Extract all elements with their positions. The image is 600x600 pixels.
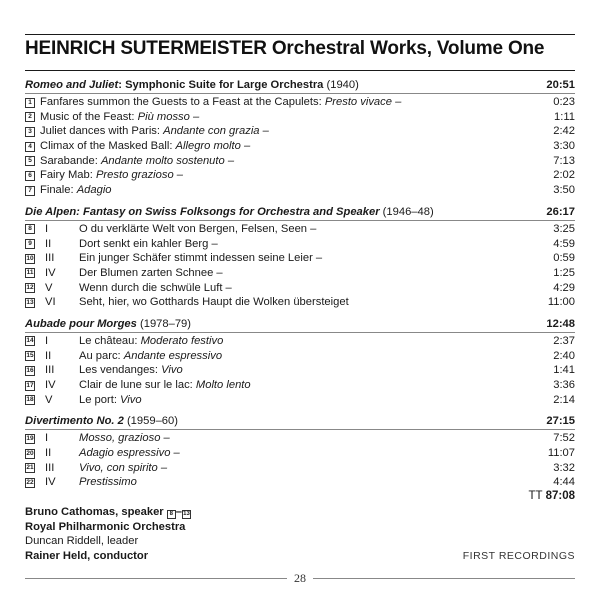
track-duration: 3:32: [553, 461, 575, 474]
track-duration: 2:02: [553, 169, 575, 182]
work-section: [25, 205, 575, 310]
track-title: [79, 431, 170, 446]
track-duration: 3:50: [553, 184, 575, 197]
track-title: [79, 378, 251, 393]
track-title: [40, 168, 183, 183]
track-number-box: 20: [26, 449, 34, 457]
track-description: Clair de lune sur le lac:: [79, 379, 196, 391]
track-title: [79, 266, 223, 281]
work-title: [25, 205, 434, 220]
track-duration: 4:59: [553, 237, 575, 250]
track-number-box: 21: [26, 464, 34, 472]
track-duration: 11:00: [547, 296, 575, 309]
track-description: Juliet dances with Paris:: [40, 125, 164, 138]
work-title-main: Aubade pour Morges: [25, 317, 137, 330]
first-recordings-label: FIRST RECORDINGS: [462, 550, 575, 562]
track-duration: 1:25: [553, 266, 575, 279]
track-title: [79, 334, 223, 349]
track-title: [79, 363, 183, 378]
work-title: [25, 78, 359, 93]
work-heading: [25, 317, 575, 332]
track-title: [79, 295, 349, 310]
track-title: [40, 110, 199, 125]
track-row: [25, 461, 575, 476]
track-number-box: 2: [25, 112, 35, 122]
work-years: (1978–79): [136, 317, 192, 330]
track-duration: 7:52: [553, 432, 575, 445]
work-years: (1959–60): [123, 415, 178, 428]
track-number-box: 12: [26, 284, 34, 292]
track-description: Le château:: [79, 334, 141, 347]
work-total-time: 26:17: [546, 205, 575, 218]
track-description: Wenn durch die schwüle Luft –: [79, 281, 232, 294]
track-number-box: 11: [26, 269, 34, 277]
track-duration: 4:29: [553, 281, 575, 294]
tempo-marking: Molto lento: [195, 379, 251, 391]
work-years: (1940): [323, 79, 359, 91]
track-number-box: 8: [25, 224, 35, 234]
track-duration: 0:23: [553, 96, 575, 108]
performer-credits: [25, 505, 191, 563]
track-number-box: 18: [26, 396, 34, 404]
track-row: [25, 251, 575, 266]
track-number-box: 22: [26, 478, 34, 486]
track-row: [25, 393, 575, 408]
track-number-box: 19: [26, 434, 34, 442]
tempo-marking: Vivo: [120, 393, 142, 406]
track-description: Fairy Mab:: [40, 169, 96, 182]
movement-numeral: III: [45, 252, 55, 265]
movement-numeral: III: [45, 364, 55, 377]
movement-numeral: IV: [45, 476, 56, 489]
track-description: Der Blumen zarten Schnee –: [79, 266, 223, 279]
movement-numeral: I: [45, 334, 49, 347]
credit-leader: Duncan Riddell, leader: [25, 535, 139, 547]
track-row: [25, 139, 575, 154]
track-duration: 11:07: [547, 447, 575, 460]
work-heading: [25, 414, 575, 429]
tempo-marking: Vivo: [161, 364, 183, 377]
track-row: [25, 110, 575, 125]
work-divider: [25, 93, 575, 94]
track-title: [79, 393, 142, 408]
track-duration: 3:36: [553, 379, 575, 391]
tempo-marking: Mosso, grazioso –: [79, 432, 170, 445]
track-title: [79, 251, 322, 266]
footer-rule-right: [313, 578, 575, 579]
track-title: [40, 139, 250, 154]
track-title: [79, 446, 180, 461]
total-value: 87:08: [545, 490, 575, 502]
speaker-name: Bruno Cathomas, speaker: [25, 506, 164, 518]
track-description: Ein junger Schäfer stimmt indessen seine Leier –: [79, 252, 323, 265]
title-rule-top: [25, 34, 575, 35]
track-number-box: 14: [26, 337, 34, 345]
track-duration: 3:30: [553, 140, 575, 153]
track-description: Climax of the Masked Ball:: [40, 140, 176, 153]
track-row: [25, 124, 575, 139]
title-rule-bottom: [25, 70, 575, 71]
total-prefix: TT: [528, 490, 546, 502]
page-number: 28: [294, 571, 306, 585]
tempo-marking: Andante molto sostenuto –: [100, 154, 235, 167]
track-row: [25, 295, 575, 310]
track-description: Music of the Feast:: [40, 110, 138, 123]
track-title: [79, 281, 232, 296]
track-row: [25, 363, 575, 378]
track-row: [25, 334, 575, 349]
credit-conductor: Rainer Held, conductor: [25, 549, 149, 562]
track-row: [25, 237, 575, 252]
track-row: [25, 95, 575, 110]
tempo-marking: Vivo, con spirito –: [79, 461, 168, 474]
work-divider: [25, 220, 575, 221]
track-number-box: 13: [26, 298, 34, 306]
track-row: [25, 431, 575, 446]
track-title: [79, 222, 316, 237]
track-row: [25, 266, 575, 281]
track-range-sep: –: [175, 506, 182, 518]
track-description: Les vendanges:: [79, 364, 162, 377]
movement-numeral: II: [45, 447, 52, 460]
work-total-time: 12:48: [546, 317, 575, 330]
track-description: Au parc:: [79, 349, 124, 362]
tempo-marking: Più mosso –: [137, 110, 200, 123]
track-title: [79, 461, 167, 476]
work-total-time: 27:15: [546, 415, 575, 428]
movement-numeral: VI: [45, 296, 56, 309]
track-title: [40, 154, 234, 169]
track-row: [25, 168, 575, 183]
movement-numeral: IV: [45, 379, 56, 391]
track-title: [79, 349, 222, 364]
track-duration: 1:41: [553, 364, 575, 377]
track-number-box: 13: [183, 511, 190, 517]
track-row: [25, 183, 575, 198]
movement-numeral: V: [45, 281, 53, 294]
credit-orchestra: Royal Philharmonic Orchestra: [25, 520, 186, 533]
tempo-marking: Andante espressivo: [123, 349, 223, 362]
tempo-marking: Moderato festivo: [140, 334, 224, 347]
work-section: [25, 414, 575, 490]
track-number-box: 9: [25, 239, 35, 249]
tempo-marking: Adagio: [76, 184, 112, 197]
work-title-main: Die Alpen: Fantasy on Swiss Folksongs for Orchestra and Speaker: [25, 205, 380, 218]
tempo-marking: Presto grazioso –: [95, 169, 184, 182]
track-row: [25, 281, 575, 296]
work-section: [25, 317, 575, 407]
track-number-box: 1: [25, 98, 35, 108]
track-number-box: 3: [25, 127, 35, 137]
track-duration: 3:25: [553, 222, 575, 235]
work-title-subtitle: : Symphonic Suite for Large Orchestra: [118, 79, 324, 91]
work-heading: [25, 205, 575, 220]
work-title: [25, 317, 191, 332]
track-row: [25, 222, 575, 237]
movement-numeral: V: [45, 393, 53, 406]
tempo-marking: Allegro molto –: [175, 140, 251, 153]
tempo-marking: Adagio espressivo –: [79, 447, 180, 460]
track-duration: 2:37: [553, 334, 575, 347]
movement-numeral: III: [45, 461, 55, 474]
track-description: O du verklärte Welt von Bergen, Felsen, Seen –: [79, 222, 317, 235]
track-row: [25, 446, 575, 461]
track-row: [25, 475, 575, 490]
work-years: (1946–48): [379, 205, 434, 218]
tempo-marking: Presto vivace –: [324, 96, 402, 108]
work-heading: [25, 78, 575, 93]
track-number-box: 4: [25, 142, 35, 152]
track-duration: 7:13: [553, 154, 575, 167]
track-duration: 2:42: [553, 125, 575, 138]
credit-speaker: [25, 505, 191, 520]
work-section: [25, 78, 575, 198]
track-row: [25, 349, 575, 364]
track-duration: 4:44: [553, 476, 575, 489]
track-description: Finale:: [40, 184, 77, 197]
track-title: [79, 475, 137, 490]
track-number-box: 5: [25, 156, 35, 166]
tracklist: [25, 78, 575, 497]
movement-numeral: IV: [45, 266, 56, 279]
track-duration: 1:11: [554, 110, 575, 123]
track-number-box: 8: [167, 510, 176, 519]
track-title: [40, 183, 112, 198]
track-row: [25, 378, 575, 393]
page-title: HEINRICH SUTERMEISTER Orchestral Works, Volume One: [25, 38, 545, 59]
track-title: [79, 237, 218, 252]
track-number-box: 15: [26, 352, 34, 360]
work-title-main: Romeo and Juliet: [25, 79, 119, 91]
movement-numeral: II: [45, 349, 52, 362]
work-divider: [25, 429, 575, 430]
track-row: [25, 154, 575, 169]
track-title: [40, 95, 401, 110]
track-duration: 2:14: [553, 393, 575, 406]
track-duration: 2:40: [553, 349, 575, 362]
total-timing: [529, 490, 575, 502]
movement-numeral: II: [45, 237, 52, 250]
track-number-box: 7: [25, 186, 35, 196]
tempo-marking: Prestissimo: [79, 476, 137, 489]
track-description: Le port:: [79, 393, 121, 406]
work-title-main: Divertimento No. 2: [25, 415, 124, 428]
track-duration: 0:59: [553, 252, 575, 265]
track-description: Dort senkt ein kahler Berg –: [79, 237, 218, 250]
work-total-time: 20:51: [546, 79, 575, 91]
movement-numeral: I: [45, 222, 49, 235]
track-description: Sarabande:: [40, 154, 101, 167]
work-divider: [25, 332, 575, 333]
track-number-box: 17: [26, 381, 34, 389]
track-number-box: 16: [26, 366, 34, 374]
track-number-box: 6: [25, 171, 35, 181]
track-description: Fanfares summon the Guests to a Feast at the Capulets:: [40, 96, 325, 108]
track-description: Seht, hier, wo Gotthards Haupt die Wolken übersteiget: [79, 296, 349, 309]
footer-rule-left: [25, 578, 287, 579]
tempo-marking: Andante con grazia –: [163, 125, 269, 138]
track-title: [40, 124, 269, 139]
movement-numeral: I: [45, 432, 49, 445]
work-title: [25, 414, 178, 429]
track-number-box: 10: [26, 254, 34, 262]
